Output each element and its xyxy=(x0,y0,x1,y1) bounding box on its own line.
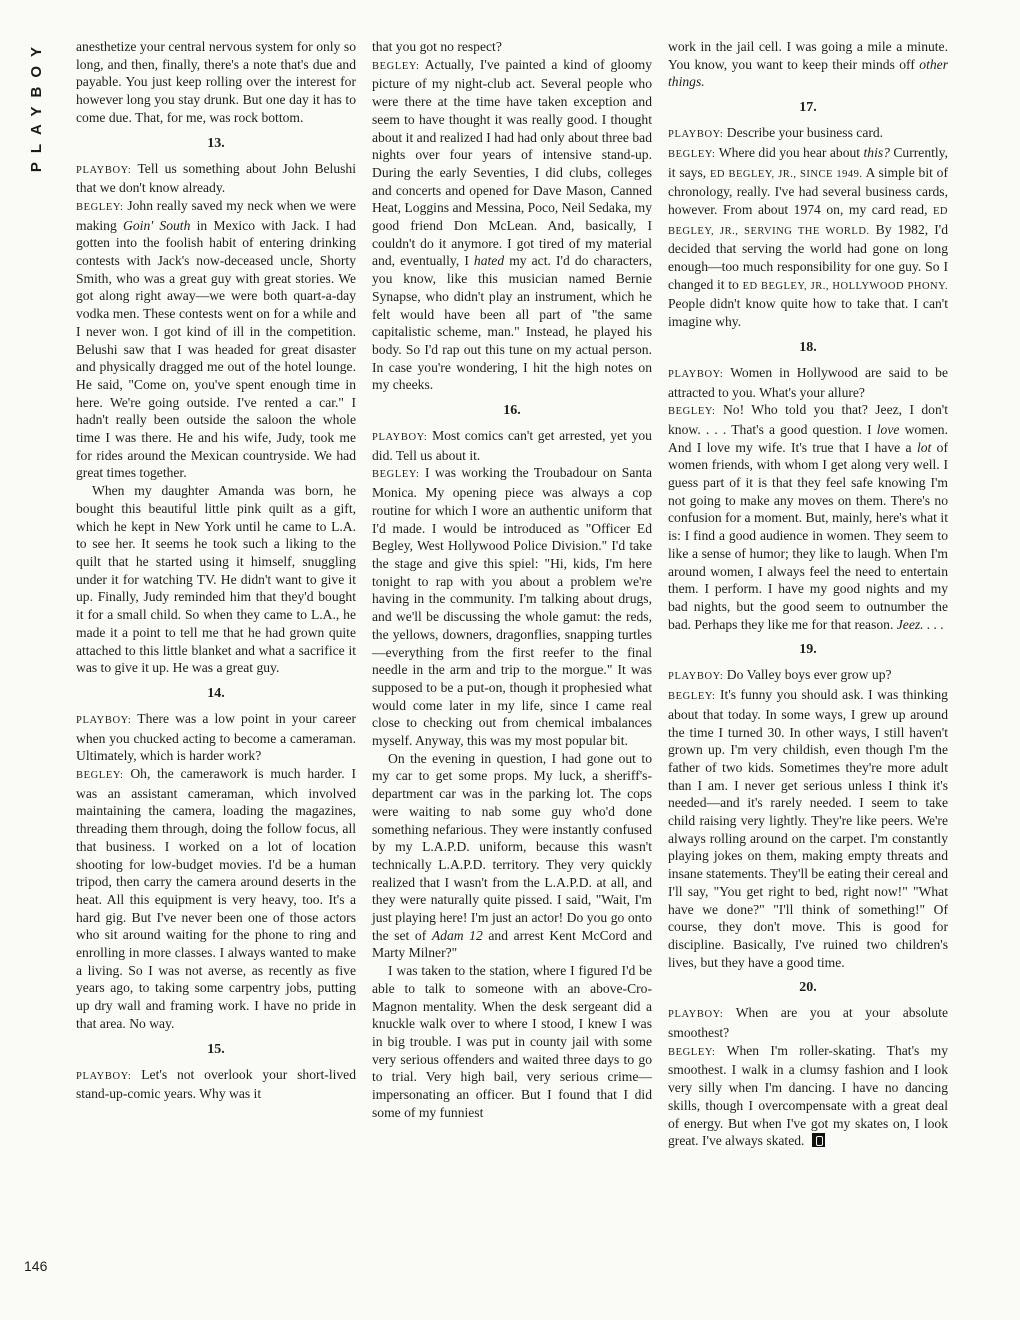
speaker-label: BEGLEY: xyxy=(668,148,716,160)
question-text: Do Valley boys ever grow up? xyxy=(726,667,892,683)
speaker-label: BEGLEY: xyxy=(76,201,124,213)
speaker-label: PLAYBOY: xyxy=(76,714,132,726)
question-text: Women in Hollywood are said to be attracted to you. What's your allure? xyxy=(668,364,948,400)
question-number: 13. xyxy=(207,135,225,151)
question xyxy=(76,160,356,197)
column-3 xyxy=(668,38,948,1150)
answer-text: On the evening in question, I had gone out to my car to get some props. My luck, a sheriff's-department car was in the parking lot. The cops were waiting to nab some guy who'd done something nefarious. They were instantly confused by my L.A.P.D. uniform, because this wasn't technically L.A.P.D. territory. They very quickly realized that I wasn't from the L.A.P.D. at all, and they were naturally quite pissed. I said, "Wait, I'm just playing here! I'm just an actor! Do you go onto the set of xyxy=(372,750,652,943)
question-number: 20. xyxy=(799,980,817,996)
question-number: 17. xyxy=(799,100,817,116)
question-number: 18. xyxy=(799,339,817,355)
answer xyxy=(668,401,948,633)
speaker-label: PLAYBOY: xyxy=(372,432,428,444)
business-card-text: ED BEGLEY, JR., SINCE 1949. xyxy=(709,168,863,180)
answer-text: Currently, it says, xyxy=(668,144,948,180)
answer-text: I was working the Troubadour on Santa Monica. My opening piece was always a cop routine for which I wore an authentic uniform that I'd made. I would be introduced as "Officer Ed Begley, West Hollywood Police Division." I'd take the stage and give this spiel: "Hi, kids, I'm here tonight to rap with you about a problem we're having in the community. I'm talking about drugs, and we'll be discussing the whole gamut: the reds, the yellows, downers, dragonflies, snapping turtles—everything from the first reefer to the final needle in the arm and trip to the morgue." It was supposed to be a put-on, though it prophesied what would come later in my life, since I came real close to checking out from chemical imbalances myself. Anyway, this was my most popular bit. xyxy=(372,465,652,749)
magazine-name: PLAYBOY xyxy=(28,38,45,173)
question xyxy=(76,710,356,765)
rabbit-head-end-icon xyxy=(812,1133,825,1147)
show-title: Adam 12 xyxy=(431,927,483,943)
emphasis: lot xyxy=(916,439,932,455)
speaker-label: BEGLEY: xyxy=(372,60,420,72)
question xyxy=(76,1066,356,1103)
question xyxy=(668,666,948,686)
answer-text: John really saved my neck when we were making xyxy=(76,197,356,233)
emphasis: Jeez. . . . xyxy=(896,616,944,632)
paragraph xyxy=(668,38,948,91)
answer xyxy=(76,197,356,482)
answer xyxy=(76,765,356,1033)
question xyxy=(668,1004,948,1041)
page-number: 146 xyxy=(24,1258,48,1274)
question-number: 19. xyxy=(799,642,817,658)
answer-text: Actually, I've painted a kind of gloomy picture of my night-club act. Several people who were there at the time have taken exception and seem to have thought it was really good. I thought about it and realized I had had only about three bad nights over four years of intensive stand-up. During the early Seventies, I did clubs, colleges and concerts and opened for Dave Mason, Canned Heat, Loggins and Messina, Poco, Neil Sedaka, my good friend Don McLean. And, basically, I couldn't do it anymore. I got tired of my material and, eventually, I xyxy=(372,56,652,269)
paragraph: that you got no respect? xyxy=(372,39,502,54)
answer-text: A simple bit of chronology, really. I've had several business cards, however. From about 1974 on, my card read, xyxy=(668,164,948,217)
answer xyxy=(372,56,652,394)
film-title: Goin' South xyxy=(123,217,191,233)
emphasis: hated xyxy=(473,253,505,269)
business-card-text: ED BEGLEY, JR., SERVING THE WORLD. xyxy=(668,205,948,237)
column-1 xyxy=(76,38,356,1103)
paragraph xyxy=(372,750,652,962)
speaker-label: BEGLEY: xyxy=(668,1046,716,1058)
magazine-sidebar xyxy=(28,38,54,172)
emphasis: this? xyxy=(863,144,890,160)
question-text: Tell us something about John Belushi that we don't know already. xyxy=(76,160,356,196)
answer-text: and arrest Kent McCord and Marty Milner?" xyxy=(372,927,652,961)
question xyxy=(668,124,948,144)
answer-text: Oh, the camerawork is much harder. I was an assistant cameraman, which involved maintaining the camera, loading the magazines, threading them through, doing the follow focus, all that business. I worked on a lot of location shooting for low-budget movies. I'd be a human tripod, then carry the camera around deserts in the heat. All this equipment is very heavy, too. It's a hard gig. But I've never been one of those actors who sit around waiting for the phone to ring and enrolling in more classes. I always wanted to make a living. So I was not averse, as recently as five years ago, to taking some carpentry jobs, putting up dry wall and framing work. I have no pride in that area. No way. xyxy=(76,766,356,1031)
question xyxy=(372,427,652,464)
business-card-text: ED BEGLEY, JR., HOLLYWOOD PHONY. xyxy=(742,280,948,292)
answer xyxy=(372,464,652,749)
answer-text: of women friends, with whom I get along very well. I guess part of it is that they feel safe knowing I'm not going to make any moves on them. There's no confusion for a moment. But, mainly, here's what it is: I find a good audience in women. They seem to like a sense of humor; they like to laugh. When I'm around women, I always feel the need to entertain them. I perform. I have my good nights and my bad nights, but the good seem to outnumber the bad. Perhaps they like me for that reason. xyxy=(668,439,948,632)
question xyxy=(668,364,948,401)
question-text: Most comics can't get arrested, yet you did. Tell us about it. xyxy=(372,428,652,463)
paragraph: When my daughter Amanda was born, he bought this beautiful little pink quilt as a gift, which he kept in New York until he came to L.A. to see her. It seems he took such a liking to the quilt that he started using it himself, snuggling under it for watching TV. He didn't want to give it up. Finally, Judy reminded him that they'd bought it for a small child. So when they came to L.A., he made it a point to tell me that he had grown quite attached to this little blanket and what a sacrifice it was to give it up. He was a great guy. xyxy=(76,483,356,676)
speaker-label: BEGLEY: xyxy=(76,770,124,782)
answer-text: No! Who told you that? Jeez, I don't know. . . . That's a good question. I xyxy=(668,402,948,437)
question-number: 15. xyxy=(207,1041,225,1057)
speaker-label: PLAYBOY: xyxy=(668,368,724,380)
answer-text: People didn't know quite how to take that. I can't imagine why. xyxy=(668,296,948,330)
answer-text: women. And I love my wife. It's true that I have a xyxy=(668,421,948,455)
answer-text: By 1982, I'd decided that serving the world had gone on long enough—too much responsibility for one guy. So I changed it to xyxy=(668,221,948,292)
speaker-label: PLAYBOY: xyxy=(668,671,724,683)
answer-text: It's funny you should ask. I was thinking about that today. In some ways, I grew up around the time I turned 30. In other ways, I still haven't grown up. I'm very childish, even though I'm the father of two kids. Sometimes they're more adult than I am. I never get serious unless I think it's needed—and it's rarely needed. I seem to take child raising very lightly. They're like peers. We're always rolling around on the carpet. I'm constantly playing jokes on them, making empty threats and insane statements. They'll be eating their cereal and I'll say, "You get right to bed, right now!" "What have we done?" "I'll think of something!" Of course, they don't move. This is good for discipline. Basically, I've ruined two children's lives, but they have a good time. xyxy=(668,687,949,970)
answer-text: my act. I'd do characters, you know, like this musician named Bernie Synapse, who didn't play an instrument, which he felt would have been all part of "the same capitalistic scheme, man." Instead, he played his body. So I'd rap out this tune on my actual person. In case you're wondering, I hit the high notes on my cheeks. xyxy=(372,253,652,393)
answer-text: work in the jail cell. I was going a mile a minute. You know, you want to keep their minds off xyxy=(668,39,948,72)
column-2 xyxy=(372,38,652,1121)
paragraph: anesthetize your central nervous system for only so long, and then, finally, there's a note that's due and payable. You just keep rolling over the interest for however long you stay drunk. But one day it has to come due. That, for me, was rock bottom. xyxy=(76,39,356,125)
answer xyxy=(668,1042,948,1150)
speaker-label: BEGLEY: xyxy=(372,469,420,481)
question-number: 16. xyxy=(503,403,521,419)
speaker-label: BEGLEY: xyxy=(668,406,716,418)
answer xyxy=(668,686,948,971)
emphasis: other things. xyxy=(668,56,948,90)
paragraph: I was taken to the station, where I figured I'd be able to talk to someone with an above-Cro-Magnon mentality. When the desk sergeant did a knuckle walk over to where I stood, I knew I was in big trouble. I was put in county jail with some very serious offenders and waited three days to go to trial. Very high bail, very serious crime—impersonating an officer. But I found that I did some of my funniest xyxy=(372,963,652,1120)
answer-text: When I'm roller-skating. That's my smoothest. I walk in a clumsy fashion and I look very silly when I'm dancing. I have no dancing skills, though I overcompensate with a great deal of energy. But when I've got my skates on, I look great. I've always skated. xyxy=(668,1042,948,1149)
question-text: Describe your business card. xyxy=(726,125,884,141)
question-text: Let's not overlook your short-lived stand-up-comic years. Why was it xyxy=(76,1066,357,1102)
speaker-label: BEGLEY: xyxy=(668,691,716,703)
question-number: 14. xyxy=(207,685,225,701)
speaker-label: PLAYBOY: xyxy=(76,164,132,176)
speaker-label: PLAYBOY: xyxy=(668,1009,724,1021)
question-text: There was a low point in your career when you chucked acting to become a cameraman. Ultimately, which is harder work? xyxy=(76,710,357,764)
emphasis: love xyxy=(876,421,900,437)
question-text: When are you at your absolute smoothest? xyxy=(668,1005,949,1041)
answer-text: Where did you hear about xyxy=(718,144,864,160)
answer xyxy=(668,144,948,331)
speaker-label: PLAYBOY: xyxy=(668,129,724,141)
speaker-label: PLAYBOY: xyxy=(76,1070,132,1082)
answer-text: in Mexico with Jack. I had gotten into the foolish habit of entering drinking contests with Jack's now-deceased uncle, Shorty Smith, who was a great guy with great stories. We got along right away—we were both quart-a-day vodka men. These contests went on for a while and I never won. I got kind of ill in the competition. Belushi saw that I was headed for great disaster and physically dragged me out of the hotel lounge. He said, "Come on, you've spent enough time in here. We're going outside. I've rented a car." I hadn't really been outside the saloon the whole time I was there. He and his wife, Judy, took me for rides around the Mexican countryside. We had great times together. xyxy=(76,217,356,481)
